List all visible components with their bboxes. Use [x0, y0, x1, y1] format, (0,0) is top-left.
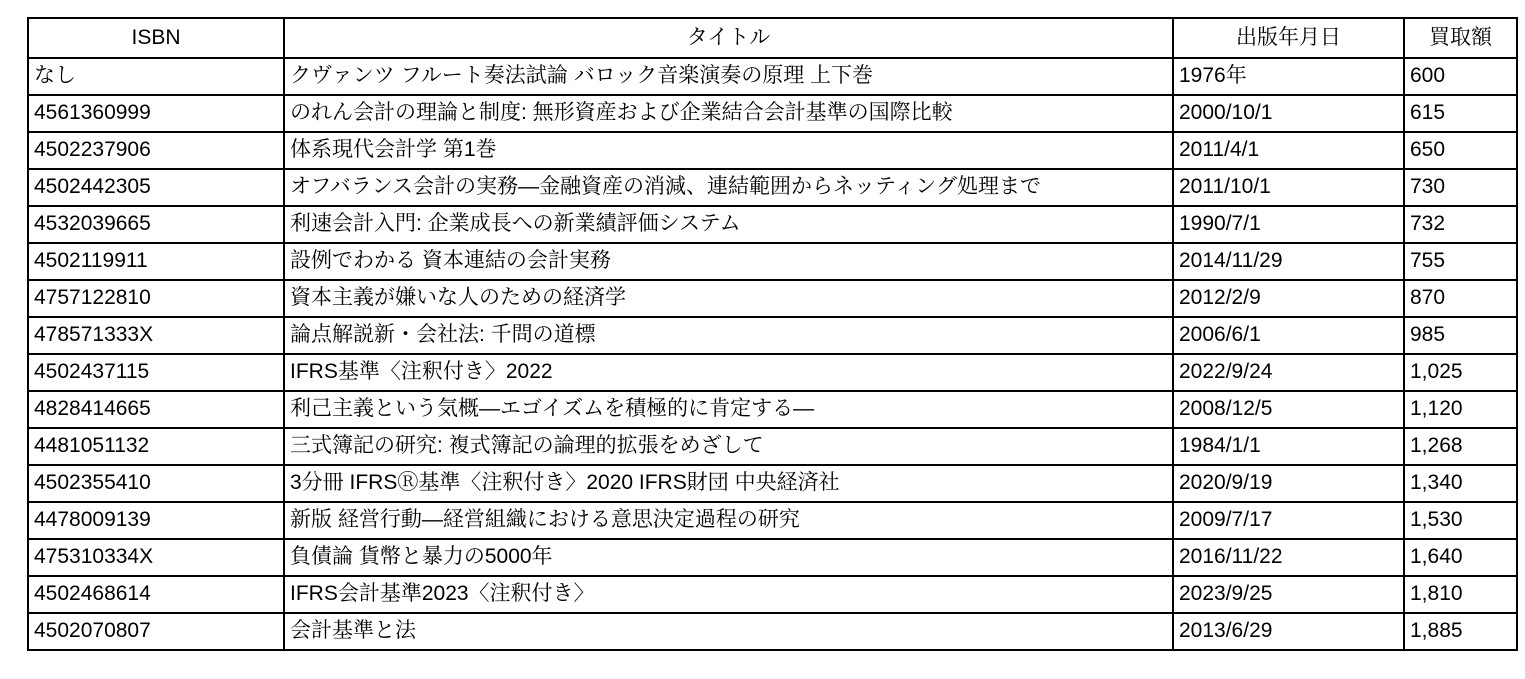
cell-price: 985 [1404, 317, 1517, 354]
cell-isbn: 4478009139 [28, 502, 284, 539]
header-row [28, 18, 1517, 58]
cell-title: 新版 経営行動―経営組織における意思決定過程の研究 [284, 502, 1173, 539]
cell-price: 730 [1404, 169, 1517, 206]
cell-isbn: 4532039665 [28, 206, 284, 243]
cell-isbn: 4502119911 [28, 243, 284, 280]
cell-isbn: 475310334X [28, 539, 284, 576]
cell-title: オフバランス会計の実務―金融資産の消減、連結範囲からネッティング処理まで [284, 169, 1173, 206]
cell-isbn: 4502070807 [28, 613, 284, 650]
cell-title: 利己主義という気概―エゴイズムを積極的に肯定する― [284, 391, 1173, 428]
table-row [28, 95, 1517, 132]
table-body [28, 58, 1517, 650]
cell-price: 1,885 [1404, 613, 1517, 650]
cell-price: 1,268 [1404, 428, 1517, 465]
cell-price: 755 [1404, 243, 1517, 280]
cell-isbn: 4502468614 [28, 576, 284, 613]
column-header-price: 買取額 [1404, 18, 1517, 58]
table-row [28, 613, 1517, 650]
cell-price: 1,640 [1404, 539, 1517, 576]
cell-price: 1,530 [1404, 502, 1517, 539]
cell-isbn: 4502437115 [28, 354, 284, 391]
cell-date: 2009/7/17 [1173, 502, 1404, 539]
cell-isbn: 478571333X [28, 317, 284, 354]
cell-title: のれん会計の理論と制度: 無形資産および企業結合会計基準の国際比較 [284, 95, 1173, 132]
cell-title: IFRS会計基準2023〈注釈付き〉 [284, 576, 1173, 613]
cell-date: 2011/10/1 [1173, 169, 1404, 206]
cell-price: 1,810 [1404, 576, 1517, 613]
column-header-isbn: ISBN [28, 18, 284, 58]
table-row [28, 280, 1517, 317]
cell-title: 資本主義が嫌いな人のための経済学 [284, 280, 1173, 317]
cell-price: 615 [1404, 95, 1517, 132]
table-row [28, 354, 1517, 391]
cell-price: 600 [1404, 58, 1517, 95]
table-row [28, 391, 1517, 428]
cell-title: 会計基準と法 [284, 613, 1173, 650]
cell-date: 2014/11/29 [1173, 243, 1404, 280]
table-row [28, 132, 1517, 169]
cell-date: 2008/12/5 [1173, 391, 1404, 428]
book-buyback-table-sheet [27, 17, 1518, 651]
cell-title: 三式簿記の研究: 複式簿記の論理的拡張をめざして [284, 428, 1173, 465]
cell-date: 2013/6/29 [1173, 613, 1404, 650]
column-header-date: 出版年月日 [1173, 18, 1404, 58]
table-row [28, 206, 1517, 243]
cell-price: 650 [1404, 132, 1517, 169]
table-row [28, 58, 1517, 95]
cell-price: 1,120 [1404, 391, 1517, 428]
book-buyback-table [27, 17, 1518, 651]
cell-title: IFRS基準〈注釈付き〉2022 [284, 354, 1173, 391]
table-row [28, 465, 1517, 502]
cell-isbn: 4481051132 [28, 428, 284, 465]
cell-title: クヴァンツ フルート奏法試論 バロック音楽演奏の原理 上下巻 [284, 58, 1173, 95]
table-row [28, 317, 1517, 354]
cell-isbn: 4561360999 [28, 95, 284, 132]
cell-date: 2023/9/25 [1173, 576, 1404, 613]
cell-isbn: 4828414665 [28, 391, 284, 428]
column-header-title: タイトル [284, 18, 1173, 58]
cell-date: 2011/4/1 [1173, 132, 1404, 169]
cell-title: 負債論 貨幣と暴力の5000年 [284, 539, 1173, 576]
cell-date: 2016/11/22 [1173, 539, 1404, 576]
cell-date: 1984/1/1 [1173, 428, 1404, 465]
cell-price: 732 [1404, 206, 1517, 243]
cell-isbn: 4502237906 [28, 132, 284, 169]
cell-isbn: 4757122810 [28, 280, 284, 317]
cell-isbn: なし [28, 58, 284, 95]
cell-price: 1,025 [1404, 354, 1517, 391]
cell-title: 利速会計入門: 企業成長への新業績評価システム [284, 206, 1173, 243]
cell-date: 2020/9/19 [1173, 465, 1404, 502]
cell-title: 論点解説新・会社法: 千問の道標 [284, 317, 1173, 354]
cell-date: 2022/9/24 [1173, 354, 1404, 391]
cell-price: 1,340 [1404, 465, 1517, 502]
cell-date: 2012/2/9 [1173, 280, 1404, 317]
cell-price: 870 [1404, 280, 1517, 317]
cell-date: 2006/6/1 [1173, 317, 1404, 354]
cell-title: 設例でわかる 資本連結の会計実務 [284, 243, 1173, 280]
cell-date: 2000/10/1 [1173, 95, 1404, 132]
cell-isbn: 4502355410 [28, 465, 284, 502]
table-row [28, 539, 1517, 576]
table-row [28, 428, 1517, 465]
cell-title: 体系現代会計学 第1巻 [284, 132, 1173, 169]
cell-isbn: 4502442305 [28, 169, 284, 206]
cell-date: 1990/7/1 [1173, 206, 1404, 243]
table-row [28, 169, 1517, 206]
cell-title: 3分冊 IFRSⓇ基準〈注釈付き〉2020 IFRS財団 中央経済社 [284, 465, 1173, 502]
table-row [28, 576, 1517, 613]
cell-date: 1976年 [1173, 58, 1404, 95]
table-row [28, 243, 1517, 280]
table-row [28, 502, 1517, 539]
